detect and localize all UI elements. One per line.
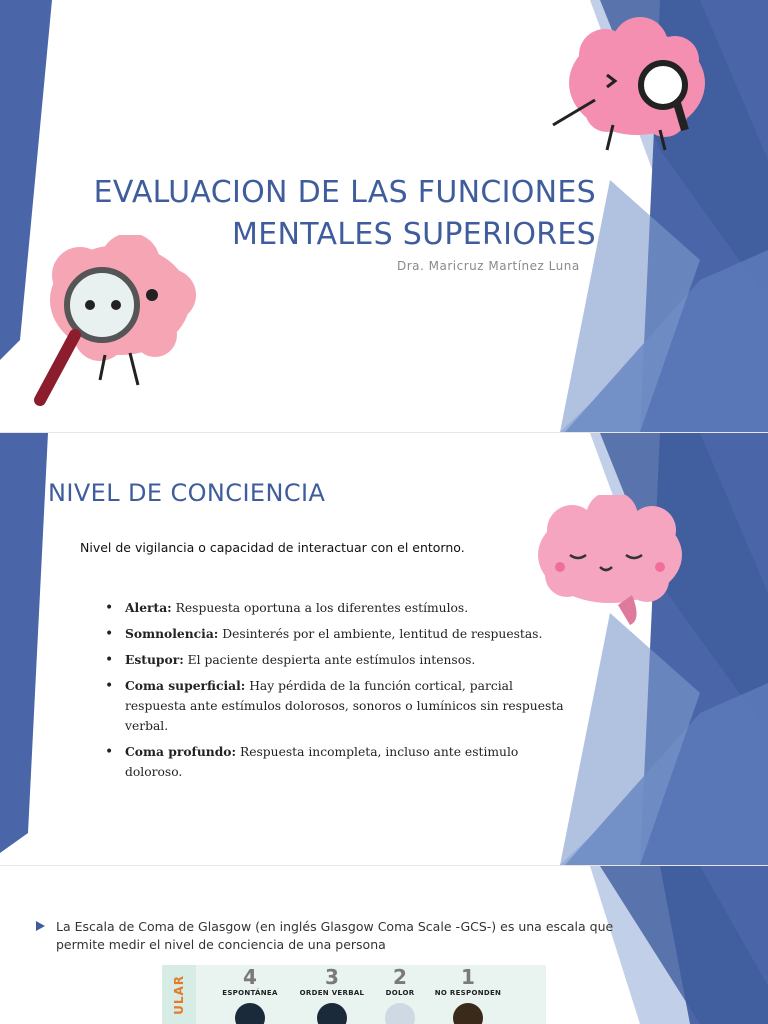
level-desc: Respuesta incompleta, incluso ante estimulo doloroso. [125,745,519,779]
slide-glasgow [0,866,768,1024]
section-intro: Nivel de vigilancia o capacidad de interactuar con el entorno. [80,540,465,555]
glasgow-description: La Escala de Coma de Glasgow (en inglés Glasgow Coma Scale -GCS-) es una escala que permite medir el nivel de conciencia de una persona [56,919,614,952]
list-item [103,650,573,670]
gcs-column: 3 ORDEN VERBAL [292,965,372,1024]
consciousness-levels-list [103,598,573,788]
level-term: Coma profundo: [125,744,237,759]
hand-icon [385,1003,415,1024]
title-line-2: MENTALES SUPERIORES [232,217,596,252]
author-name: Dra. Maricruz Martínez Luna [397,259,580,273]
alert-icon [317,1003,347,1024]
sleeping-brain-icon [532,495,692,625]
level-term: Somnolencia: [125,626,219,641]
level-desc: Hay pérdida de la función cortical, parcial respuesta ante estímulos dolorosos, sonoros o lumínicos sin respuesta verbal. [125,679,564,733]
bullet-arrow-icon [36,921,45,931]
section-heading: NIVEL DE CONCIENCIA [48,479,326,507]
level-desc: Respuesta oportuna a los diferentes estímulos. [171,601,469,615]
slide-title [0,0,768,432]
list-item [103,742,573,782]
level-term: Alerta: [125,600,172,615]
gcs-side-label: ULAR [162,965,196,1024]
gcs-column: 2 DOLOR [360,965,440,1024]
level-term: Estupor: [125,652,184,667]
face-icon [453,1003,483,1024]
title-line-1: EVALUACION DE LAS FUNCIONES [93,175,596,210]
face-icon [235,1003,265,1024]
list-item [103,624,573,644]
list-item [103,676,573,736]
brain-magnifier-icon [545,15,720,160]
list-item [103,598,573,618]
gcs-column: 4 ESPONTÁNEA [210,965,290,1024]
level-desc: Desinterés por el ambiente, lentitud de respuestas. [218,627,543,641]
glasgow-scale-image [162,965,546,1024]
level-term: Coma superficial: [125,678,246,693]
brain-magnifier-icon-2 [30,235,205,415]
level-desc: El paciente despierta ante estímulos intensos. [183,653,476,667]
gcs-column: 1 NO RESPONDEN [428,965,508,1024]
slide-nivel-conciencia [0,433,768,865]
